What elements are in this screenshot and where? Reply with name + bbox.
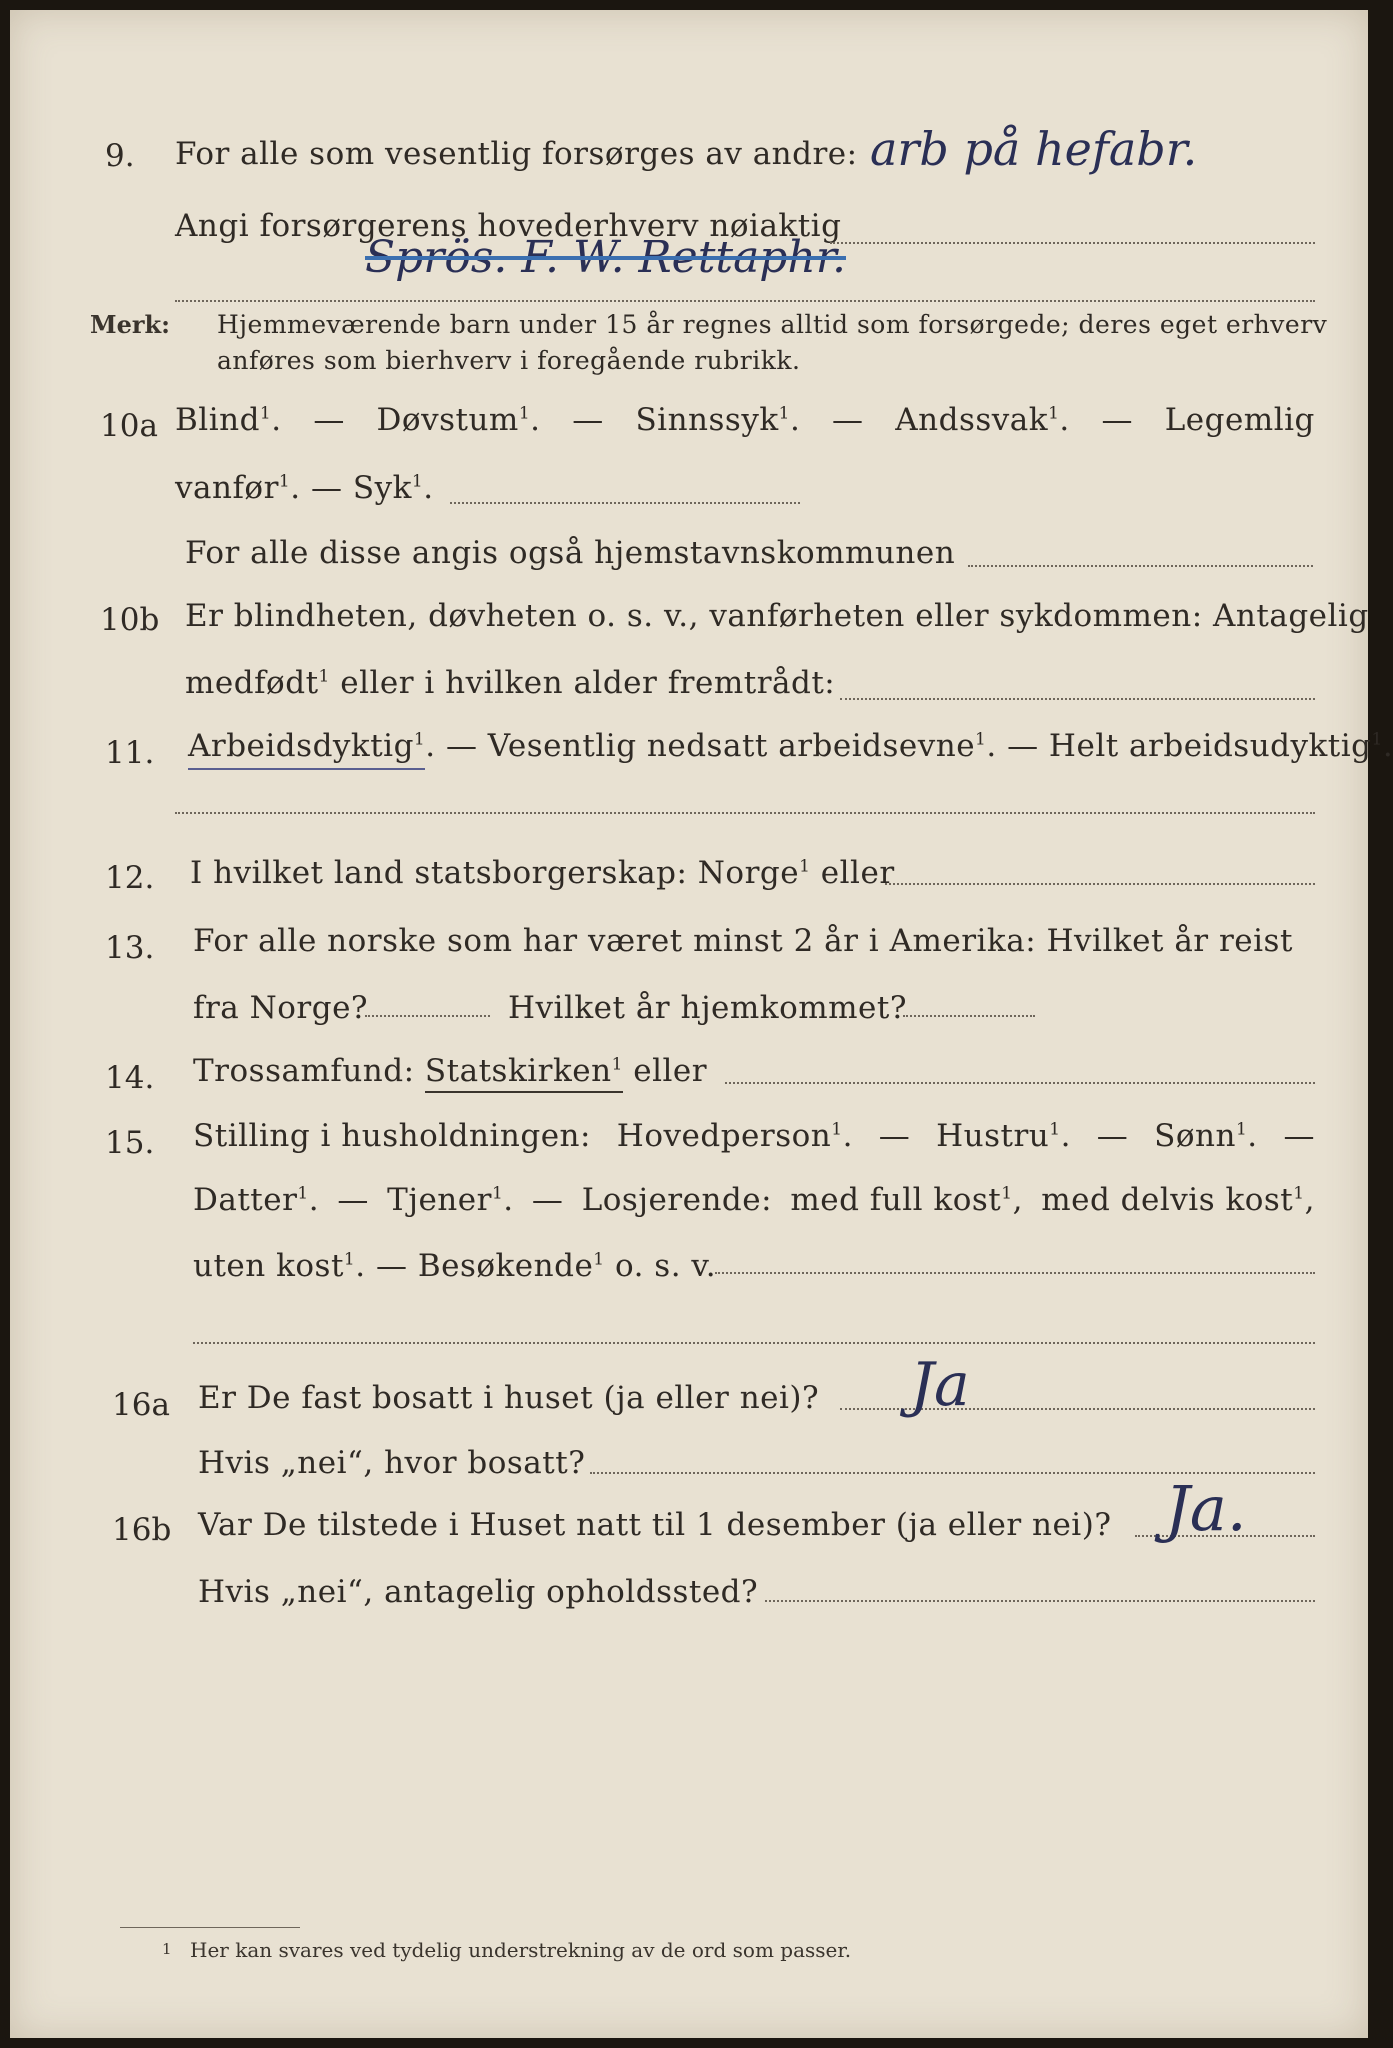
option-legemlig: Legemlig	[1164, 402, 1315, 438]
q16b-question: Var De tilstede i Huset natt til 1 desember (ja eller nei)?	[198, 1507, 1112, 1543]
q14-question: Trossamfund: Statskirken$^1$ eller	[193, 1053, 707, 1089]
q15-answer-line	[715, 1272, 1315, 1274]
q10a-answer-line2	[968, 565, 1313, 567]
q13-line2b: Hvilket år hjemkommet?	[508, 990, 907, 1026]
q13-year-returned-line	[903, 1015, 1035, 1017]
q11-answer-line	[175, 812, 1315, 814]
q16a-number: 16a	[112, 1387, 170, 1423]
option-uten-kost: uten kost$^1$.	[193, 1248, 366, 1284]
q10b-question: Er blindheten, døvheten o. s. v., vanførheten eller sykdommen: Antagelig	[185, 598, 1369, 634]
footnote-rule	[120, 1927, 300, 1928]
q16b-question-line2: Hvis „nei“, antagelig opholdssted?	[198, 1574, 759, 1610]
merk-line1: Hjemmeværende barn under 15 år regnes alltid som forsørgede; deres eget erhverv	[217, 310, 1328, 339]
option-hovedperson: Hovedperson$^1$.	[616, 1118, 853, 1154]
q16b-number: 16b	[112, 1512, 172, 1548]
q9-answer-line	[830, 242, 1315, 244]
q13-year-left-line	[365, 1015, 490, 1017]
q13-question: For alle norske som har været minst 2 år i Amerika: Hvilket år reist	[193, 923, 1293, 959]
q14-number: 14.	[105, 1060, 155, 1096]
option-sonn: Sønn$^1$.	[1154, 1118, 1258, 1154]
q16a-handwritten-answer: Ja	[910, 1350, 970, 1420]
q10a-options: Blind$^1$. — Døvstum$^1$. — Sinnssyk$^1$. — Andssvak$^1$. — Legemlig	[175, 402, 1315, 438]
q15-number: 15.	[105, 1125, 155, 1161]
q9-question: For alle som vesentlig forsørges av andre:	[175, 136, 858, 172]
q9-number: 9.	[105, 138, 135, 174]
q10b-number: 10b	[100, 602, 160, 638]
footnote-text: Her kan svares ved tydelig understrekning av de ord som passer.	[190, 1938, 852, 1962]
q12-number: 12.	[105, 860, 155, 896]
q9-answer-line2	[175, 300, 1315, 302]
option-tjener: Tjener$^1$.	[387, 1182, 514, 1218]
option-andssvak: Andssvak$^1$.	[895, 402, 1070, 438]
q10a-line2: vanfør$^1$. — Syk$^1$.	[175, 470, 434, 506]
q9-question-line2: Angi forsørgerens hovederhverv nøiaktig	[175, 208, 842, 244]
option-arbeidsdyktig: Arbeidsdyktig$^1$	[188, 728, 425, 770]
option-syk: Syk$^1$.	[352, 470, 434, 506]
q14-answer-line	[725, 1082, 1315, 1084]
merk-label: Merk:	[90, 310, 170, 339]
merk-line2: anføres som bierhverv i foregående rubrikk.	[217, 346, 801, 375]
q15-answer-line2	[193, 1342, 1315, 1344]
option-dovstum: Døvstum$^1$.	[376, 402, 541, 438]
q10b-answer-line	[840, 698, 1315, 700]
q13-line2: fra Norge?	[193, 990, 369, 1026]
option-datter: Datter$^1$.	[193, 1182, 320, 1218]
option-sinnssyk: Sinnssyk$^1$.	[635, 402, 801, 438]
census-form-page	[10, 10, 1393, 2038]
q10a-answer-line	[450, 502, 800, 504]
q15-line3: uten kost$^1$. — Besøkende$^1$ o. s. v.	[193, 1248, 717, 1284]
option-norge: Norge$^1$	[697, 855, 811, 891]
q10b-line2: medfødt$^1$ eller i hvilken alder fremtrådt:	[185, 665, 836, 701]
footnote-mark: 1	[162, 1940, 172, 1958]
option-besokende: Besøkende$^1$	[417, 1248, 605, 1284]
q11-number: 11.	[105, 735, 155, 771]
q9-handwritten-answer: arb på hefabr.	[870, 122, 1198, 176]
q9-handwritten-employer: Sprös. F. W. Rettaphr.	[365, 232, 846, 283]
q10a-line3: For alle disse angis også hjemstavnskommunen	[185, 535, 956, 571]
option-full-kost: med full kost$^1$,	[790, 1182, 1023, 1218]
q16a-question-line2: Hvis „nei“, hvor bosatt?	[198, 1445, 586, 1481]
q16a-question: Er De fast bosatt i huset (ja eller nei)?	[198, 1380, 820, 1416]
q12-question: I hvilket land statsborgerskap: Norge$^1$ eller	[190, 855, 895, 891]
q15-line1: Stilling i husholdningen: Hovedperson$^1$. — Hustru$^1$. — Sønn$^1$. —	[193, 1118, 1315, 1154]
option-statskirken: Statskirken$^1$	[425, 1053, 623, 1093]
option-delvis-kost: med delvis kost$^1$,	[1041, 1182, 1315, 1218]
option-blind: Blind$^1$.	[175, 402, 282, 438]
q16b-handwritten-answer: Ja.	[1165, 1472, 1247, 1545]
q10a-number: 10a	[100, 408, 158, 444]
q15-line2: Datter$^1$. — Tjener$^1$. — Losjerende: med full kost$^1$, med delvis kost$^1$,	[193, 1182, 1315, 1218]
q13-number: 13.	[105, 930, 155, 966]
option-hustru: Hustru$^1$.	[936, 1118, 1071, 1154]
option-vanfor: vanfør$^1$.	[175, 470, 301, 506]
q16b-answer-line2	[765, 1600, 1315, 1602]
q11-options: Arbeidsdyktig$^1$. — Vesentlig nedsatt arbeidsevne$^1$. — Helt arbeidsudyktig$^1$.	[188, 728, 1393, 764]
q12-answer-line	[885, 883, 1315, 885]
